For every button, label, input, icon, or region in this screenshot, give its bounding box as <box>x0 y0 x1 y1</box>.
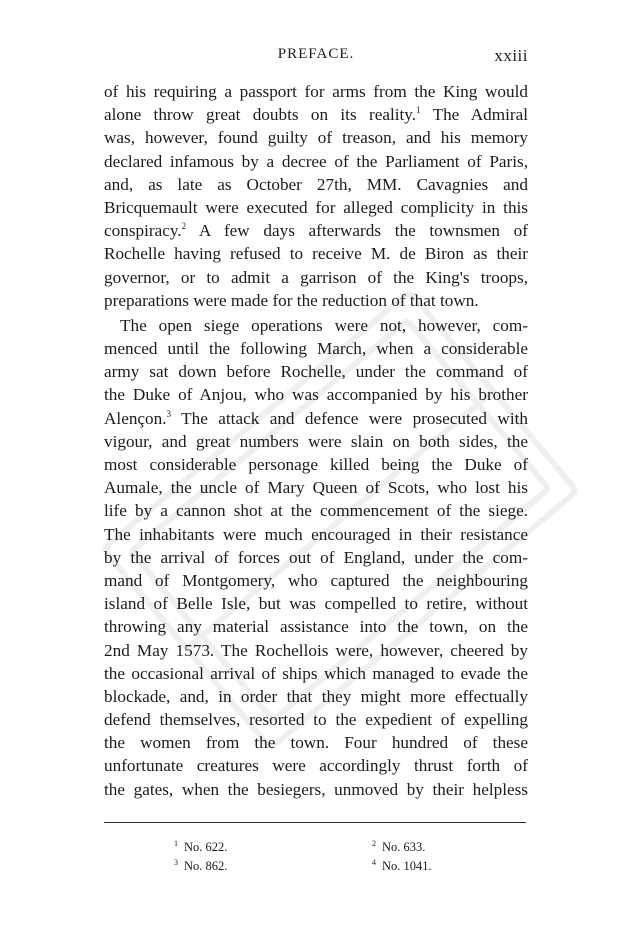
text-line <box>104 103 528 126</box>
text-segment: Four hundred of these <box>344 733 528 753</box>
text-segment: Alençon. <box>104 408 167 428</box>
text-line: The open siege operations were not, however, com- <box>120 315 528 335</box>
text-line: governor, or to admit a garrison of the King's troops, <box>104 267 528 287</box>
text-line: the Duke of Anjou, who was accompanied by his brother <box>104 385 528 405</box>
text-segment: The attack and defence were prosecuted with <box>181 408 528 428</box>
footnote-number: 1 <box>174 839 178 848</box>
text-line: most considerable personage killed being the Duke of <box>104 455 528 474</box>
footnote-text: No. 633. <box>382 840 426 854</box>
text-line: army sat down before Rochelle, under the command of <box>104 362 528 382</box>
running-header <box>104 46 528 68</box>
text-line: vigour, and great numbers were slain on both sides, the <box>104 431 528 451</box>
text-line: the gates, when the besiegers, unmoved by their helpless <box>104 779 528 799</box>
text-segment: A few days afterwards the townsmen of <box>198 221 528 241</box>
text-line: blockade, and, in order that they might more effectually <box>104 686 528 706</box>
footnote-marker: 1 <box>416 105 421 116</box>
text-segment: The Rochellois were, however, cheered by <box>221 640 528 660</box>
footnote-item <box>174 840 227 855</box>
text-line: the occasional arrival of ships which managed to evade the <box>104 663 528 683</box>
text-line <box>104 219 528 242</box>
text-segment: conspiracy. <box>104 221 182 241</box>
footnote-number: 3 <box>174 858 178 867</box>
page-number: xxiii <box>494 46 528 65</box>
footnote-divider <box>104 822 526 823</box>
text-line: unfortunate creatures were accordingly thrust forth of <box>104 756 528 776</box>
text-segment: The Admiral <box>432 105 528 125</box>
text-line: declared infamous by a decree of the Parliament of Paris, <box>104 151 528 171</box>
header-title: PREFACE. <box>277 46 355 62</box>
text-line: preparations were made for the reduction of that town. <box>104 290 479 310</box>
text-segment: the women from the town. <box>104 733 330 753</box>
footnote-number: 2 <box>372 839 376 848</box>
text-line: The inhabitants were much encouraged in their resistance <box>104 524 528 544</box>
text-line <box>104 731 528 754</box>
text-segment: alone throw great doubts on its reality. <box>104 105 417 125</box>
text-line: menced until the following March, when a considerable <box>104 339 528 359</box>
text-line: Bricquemault were executed for alleged complicity in this <box>104 197 528 217</box>
text-line: mand of Montgomery, who captured the neighbouring <box>104 570 528 590</box>
text-line: and, as late as October 27th, MM. Cavagnies and <box>104 174 528 194</box>
text-line: defend themselves, resorted to the expedient of expelling <box>104 710 528 730</box>
text-line: was, however, found guilty of treason, and his memory <box>104 128 528 148</box>
footnote-item <box>174 859 227 874</box>
footnote-item <box>372 840 425 855</box>
text-segment: 2nd May 1573. <box>104 640 215 660</box>
footnote-text: No. 862. <box>184 859 228 873</box>
text-line: by the arrival of forces out of England, under the com- <box>104 547 528 567</box>
text-line: of his requiring a passport for arms from the King would <box>104 82 528 101</box>
text-line: Aumale, the uncle of Mary Queen of Scots, who lost his <box>104 478 528 498</box>
footnote-text: No. 622. <box>184 840 228 854</box>
footnote-number: 4 <box>372 858 376 867</box>
footnote-text: No. 1041. <box>382 859 432 873</box>
text-line <box>104 639 528 662</box>
text-line: Rochelle having refused to receive M. de Biron as their <box>104 244 528 264</box>
text-line: life by a cannon shot at the commencement of the siege. <box>104 501 528 521</box>
text-line <box>104 407 528 430</box>
text-line: island of Belle Isle, but was compelled to retire, without <box>104 594 528 614</box>
body-text <box>104 80 528 801</box>
footnote-marker: 3 <box>166 408 172 419</box>
text-line: throwing any material assistance into the town, on the <box>104 617 528 637</box>
footnote-item <box>372 859 432 874</box>
footnote-marker: 2 <box>181 221 187 232</box>
